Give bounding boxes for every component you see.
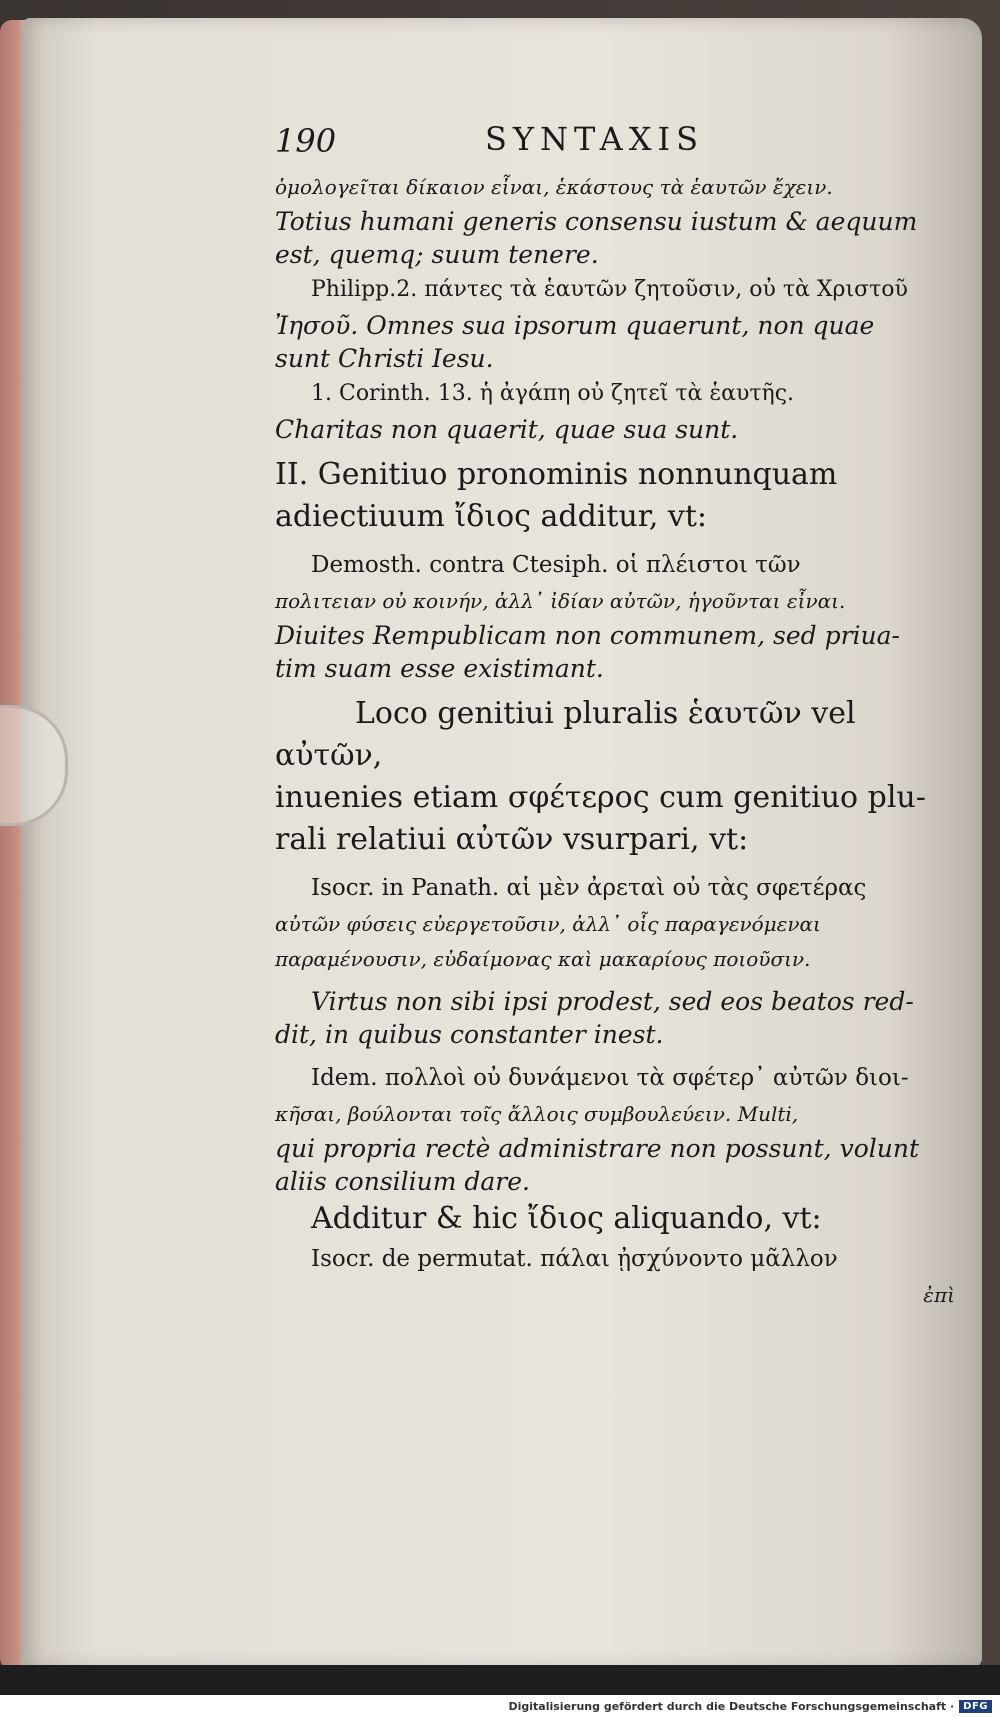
text-line: Diuites Rempublicam non communem, sed priua-: [275, 621, 900, 650]
text-line: Additur & hic ἴδιος aliquando, vt:: [311, 1201, 822, 1236]
text-line: παραμένουσιν, εὐδαίμονας καὶ μακαρίους ποιοῦσιν.: [275, 947, 811, 971]
text-line: Loco genitiui pluralis ἑαυτῶν vel αὐτῶν,: [275, 696, 856, 773]
text-line: rali relatiui αὐτῶν vsurpari, vt:: [275, 822, 749, 857]
text-line: κῆσαι, βούλονται τοῖς ἄλλοις συμβουλεύειν. Multi,: [275, 1102, 799, 1126]
digitization-credit: [0, 1695, 1000, 1717]
text-line: Totius humani generis consensu iustum & aequum: [275, 207, 918, 236]
dfg-logo: DFG: [959, 1700, 992, 1713]
scan-background: [0, 1665, 1000, 1695]
text-line: 1. Corinth. 13. ἡ ἀγάπη οὐ ζητεῖ τὰ ἑαυτῆς.: [311, 381, 795, 406]
text-line: Charitas non quaerit, quae sua sunt.: [275, 415, 739, 444]
running-head: [275, 120, 955, 170]
text-line: sunt Christi Iesu.: [275, 344, 494, 373]
catchword: ἐπὶ: [923, 1283, 955, 1307]
running-title: SYNTAXIS: [485, 120, 705, 158]
text-line: est, quemq; suum tenere.: [275, 240, 599, 269]
text-line: adiectiuum ἴδιος additur, vt:: [275, 499, 707, 534]
text-line: αὐτῶν φύσεις εὐεργετοῦσιν, ἀλλ᾽ οἷς παραγενόμεναι: [275, 912, 821, 936]
text-line: Philipp.2. πάντες τὰ ἑαυτῶν ζητοῦσιν, οὐ τὰ Χριστοῦ: [311, 277, 908, 302]
text-line: qui propria rectè administrare non possunt, volunt: [275, 1134, 919, 1163]
text-line: πολιτειαν οὐ κοινήν, ἀλλ᾽ ἰδίαν αὐτῶν, ἡγοῦνται εἶναι.: [275, 589, 846, 613]
text-line: Isocr. in Panath. αἱ μὲν ἀρεταὶ οὐ τὰς σφετέρας: [311, 875, 867, 901]
text-line: aliis consilium dare.: [275, 1167, 530, 1196]
text-line: Demosth. contra Ctesiph. οἱ πλέιστοι τῶν: [311, 552, 801, 578]
text-line: Ἰησοῦ. Omnes sua ipsorum quaerunt, non quae: [275, 311, 875, 340]
text-line: Virtus non sibi ipsi prodest, sed eos beatos red-: [311, 987, 914, 1016]
page-number: 190: [275, 122, 337, 160]
text-line: dit, in quibus constanter inest.: [275, 1020, 664, 1049]
credit-text: Digitalisierung gefördert durch die Deutsche Forschungsgemeinschaft ·: [508, 1699, 955, 1713]
text-line: tim suam esse existimant.: [275, 654, 604, 683]
text-line: II. Genitiuo pronominis nonnunquam: [275, 457, 838, 492]
page-text: [275, 120, 955, 1313]
text-line: inuenies etiam σφέτερος cum genitiuo plu-: [275, 780, 926, 815]
text-line: Isocr. de permutat. πάλαι ᾐσχύνοντο μᾶλλον: [311, 1246, 838, 1272]
text-line: Idem. πολλοὶ οὐ δυνάμενοι τὰ σφέτερ᾽ αὐτῶν διοι-: [311, 1065, 909, 1091]
text-line: ὁμολογεῖται δίκαιον εἶναι, ἑκάστους τὰ ἑαυτῶν ἔχειν.: [275, 175, 833, 199]
